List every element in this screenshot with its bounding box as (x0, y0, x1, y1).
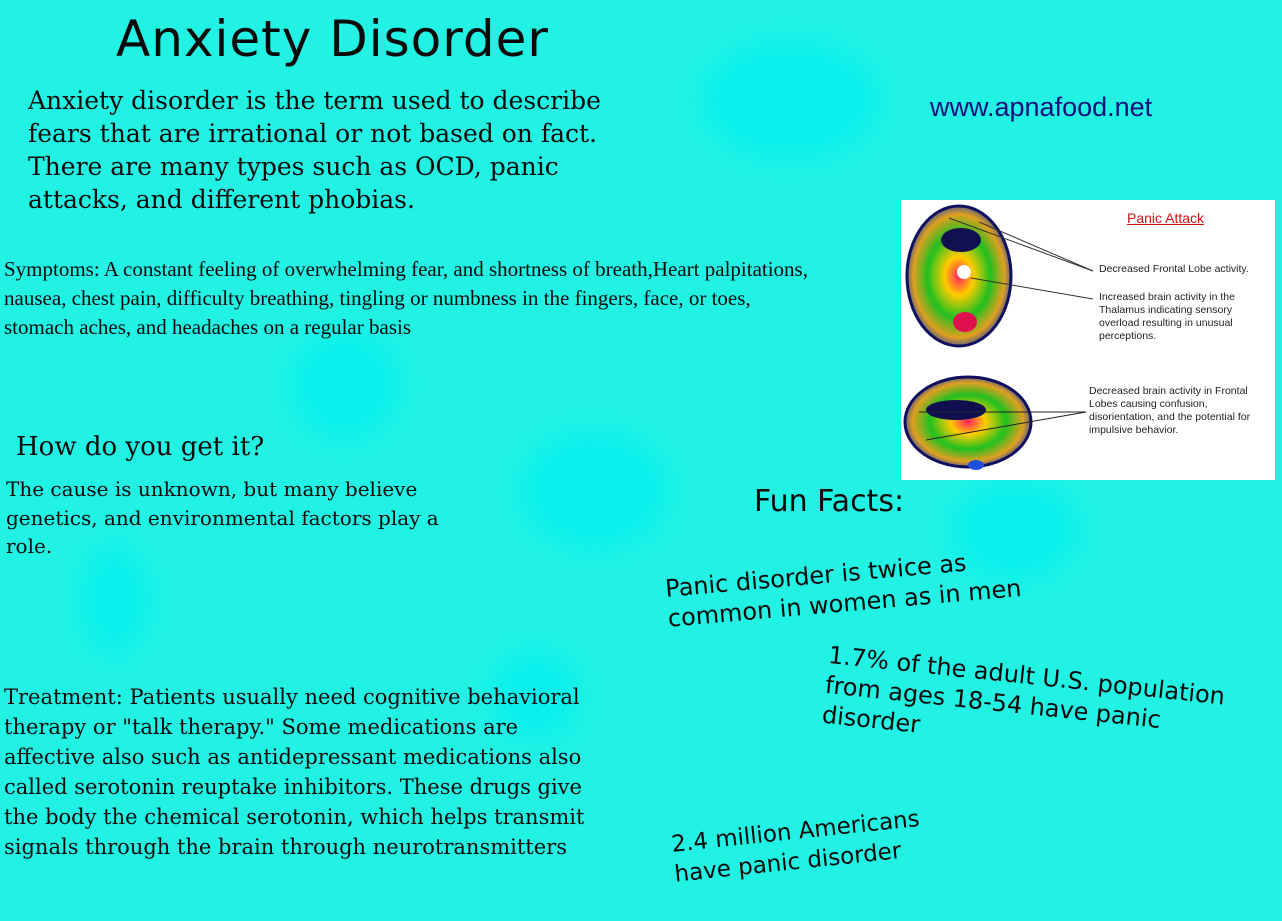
fun-facts-heading: Fun Facts: (754, 484, 905, 519)
fact-2: 1.7% of the adult U.S. population from ages 18-54 have panic disorder (820, 640, 1227, 739)
how-text: The cause is unknown, but many believe genetics, and environmental factors play a role. (6, 477, 439, 558)
intro-line: fears that are irrational or not based on fact. (28, 119, 597, 148)
label-frontal-lobes: Decreased brain activity in Frontal Lobes causing confusion, disorientation, and the potential for impulsive behavior. (1089, 385, 1251, 436)
panel-title: Panic Attack (1127, 210, 1205, 226)
fact-1: Panic disorder is twice as common in women as in men (664, 548, 1023, 633)
brain-scan-panel (901, 200, 1275, 480)
intro-line: attacks, and different phobias. (28, 185, 415, 214)
intro-text (28, 84, 628, 216)
fact-3: 2.4 million Americans have panic disorder (670, 805, 921, 888)
symptoms-text: Symptoms: A constant feeling of overwhelming fear, and shortness of breath,Heart palpitations, nausea, chest pain, difficulty breathing, tingling or numbness in the fingers, face, or toes, stomach aches, and headaches on a regular basis (4, 257, 808, 339)
background-blob (80, 545, 150, 655)
background-blob (520, 430, 670, 550)
background-blob (290, 330, 400, 440)
background-blob (700, 40, 880, 160)
label-thalamus: Increased brain activity in the Thalamus indicating sensory overload resulting in unusual perceptions. (1099, 291, 1235, 342)
intro-line: There are many types such as OCD, panic (28, 152, 559, 181)
page-title: Anxiety Disorder (116, 10, 549, 68)
intro-line: Anxiety disorder is the term used to describe (28, 86, 601, 115)
treatment-text: Treatment: Patients usually need cognitive behavioral therapy or "talk therapy." Some medications are affective also such as antidepressant medications also called serotonin reuptake inhibitors. These drugs give the body the chemical serotonin, which helps transmit signals through the brain through neurotransmitters (4, 685, 585, 859)
label-frontal-lobe: Decreased Frontal Lobe activity. (1099, 263, 1249, 275)
how-heading: How do you get it? (16, 432, 265, 462)
website-link[interactable]: www.apnafood.net (930, 92, 1153, 122)
